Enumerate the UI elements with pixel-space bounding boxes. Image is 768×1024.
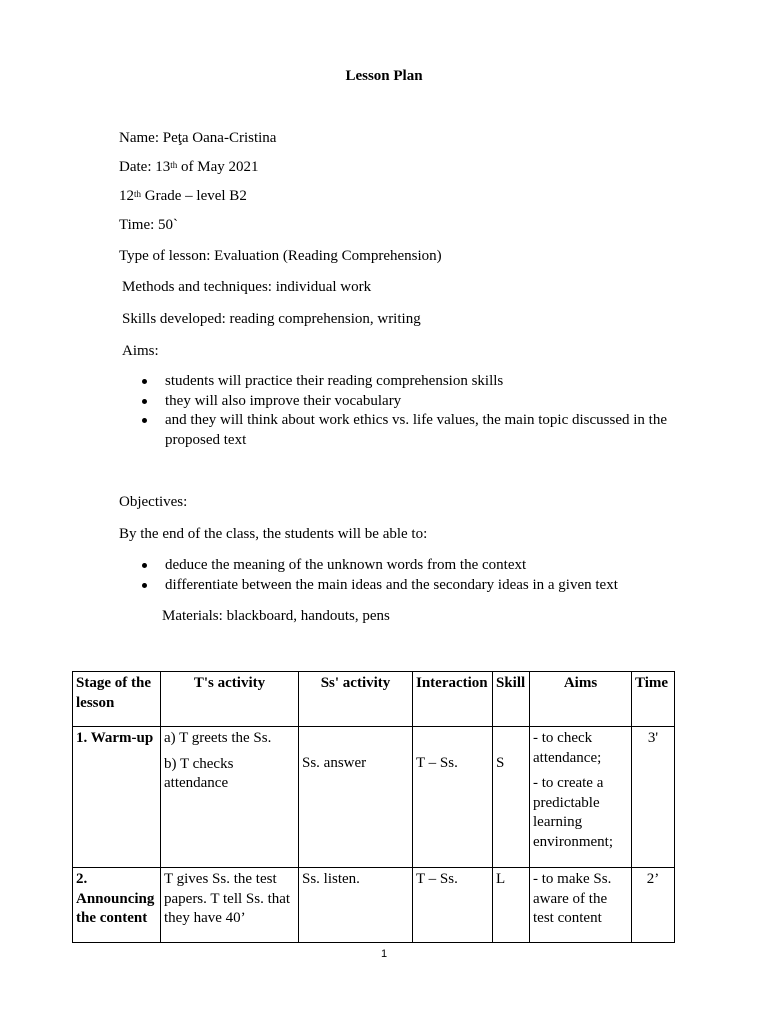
time-line: Time: 50` [119, 217, 179, 233]
header-interaction: Interaction [413, 672, 493, 727]
date-line: Date: 13th of May 2021 [119, 159, 259, 175]
header-aims: Aims [530, 672, 632, 727]
skill-cell: S [493, 727, 530, 868]
t-activity-a: a) T greets the Ss. [164, 730, 272, 746]
list-item: they will also improve their vocabulary [140, 392, 700, 412]
aims-cell [530, 727, 632, 868]
header-t-activity: T's activity [161, 672, 299, 727]
skills-line: Skills developed: reading comprehension, writing [122, 311, 421, 327]
stage-cell: 1. Warm-up [73, 727, 161, 868]
page-number: 1 [380, 948, 388, 960]
aims-list [140, 372, 700, 450]
list-item: deduce the meaning of the unknown words from the context [140, 556, 700, 576]
interaction-cell: T – Ss. [413, 868, 493, 943]
table-header-row [73, 672, 675, 727]
table-row [73, 727, 675, 868]
t-activity-cell [161, 727, 299, 868]
aims-cell: - to make Ss. aware of the test content [530, 868, 632, 943]
list-item: students will practice their reading comprehension skills [140, 372, 700, 392]
t-activity-cell: T gives Ss. the test papers. T tell Ss. that they have 40’ [161, 868, 299, 943]
objectives-heading: Objectives: [119, 494, 188, 510]
aims-b: - to create a predictable learning environment; [533, 775, 613, 850]
lesson-plan-table [72, 671, 675, 943]
objectives-intro: By the end of the class, the students will be able to: [119, 526, 428, 542]
t-activity-b: b) T checks attendance [164, 755, 234, 791]
header-time: Time [632, 672, 675, 727]
objectives-list [140, 556, 700, 595]
materials-line: Materials: blackboard, handouts, pens [162, 608, 390, 624]
aims-heading: Aims: [122, 343, 159, 359]
document-title: Lesson Plan [345, 68, 423, 84]
lesson-type-line: Type of lesson: Evaluation (Reading Comprehension) [119, 248, 442, 264]
methods-line: Methods and techniques: individual work [122, 279, 372, 295]
ss-activity-cell: Ss. listen. [299, 868, 413, 943]
time-cell: 3' [632, 727, 675, 868]
header-ss-activity: Ss' activity [299, 672, 413, 727]
grade-line: 12th Grade – level B2 [119, 188, 247, 204]
name-line: Name: Peţa Oana-Cristina [119, 130, 277, 146]
table-row [73, 868, 675, 943]
time-cell: 2’ [632, 868, 675, 943]
list-item: differentiate between the main ideas and the secondary ideas in a given text [140, 576, 700, 596]
interaction-cell: T – Ss. [413, 727, 493, 868]
ss-activity-cell: Ss. answer [299, 727, 413, 868]
aims-a: - to check attendance; [533, 730, 602, 766]
skill-cell: L [493, 868, 530, 943]
list-item: and they will think about work ethics vs. life values, the main topic discussed in the proposed text [140, 411, 700, 450]
stage-cell: 2. Announcing the content [73, 868, 161, 943]
header-stage: Stage of the lesson [73, 672, 161, 727]
header-skill: Skill [493, 672, 530, 727]
